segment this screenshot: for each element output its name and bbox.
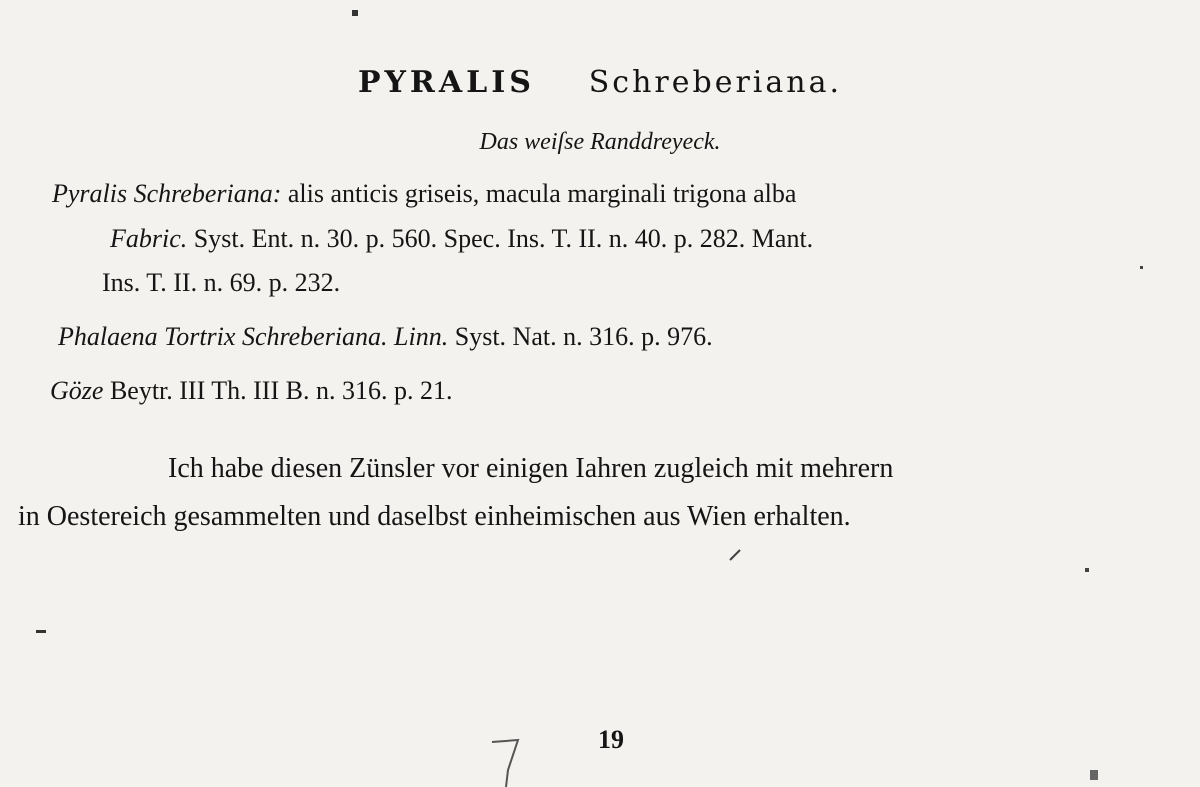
reference-text: Ins. T. II. n. 69. p. 232. xyxy=(102,268,341,297)
reference-text: Beytr. III Th. III B. n. 316. p. 21. xyxy=(103,376,453,405)
title-species: Schreberiana. xyxy=(588,65,843,100)
reference-text: Syst. Ent. n. 30. p. 560. Spec. Ins. T. II. n. 40. p. 282. Mant. xyxy=(187,224,814,253)
species-title xyxy=(0,65,1200,100)
title-genus: PYRALIS xyxy=(357,65,535,100)
page-number: 19 xyxy=(598,725,624,754)
reference-italic: Phalaena Tortrix Schreberiana. Linn. xyxy=(58,322,449,351)
reference-line xyxy=(58,324,713,350)
body-paragraph-line: in Oestereich gesammelten und daselbst einheimischen aus Wien erhalten. xyxy=(18,501,851,532)
reference-italic: Göze xyxy=(50,376,104,405)
common-name: Das weiſse Randdreyeck. xyxy=(479,129,721,155)
reference-line xyxy=(50,378,452,404)
reference-text: alis anticis griseis, macula marginali trigona alba xyxy=(281,179,797,208)
reference-italic: Pyralis Schreberiana: xyxy=(52,179,282,208)
reference-line xyxy=(102,270,340,296)
reference-text: Syst. Nat. n. 316. p. 976. xyxy=(448,322,713,351)
reference-italic: Fabric. xyxy=(110,224,188,253)
reference-line xyxy=(52,181,796,207)
body-paragraph-line: Ich habe diesen Zünsler vor einigen Iahren zugleich mit mehrern xyxy=(168,453,894,484)
reference-line xyxy=(110,226,813,252)
